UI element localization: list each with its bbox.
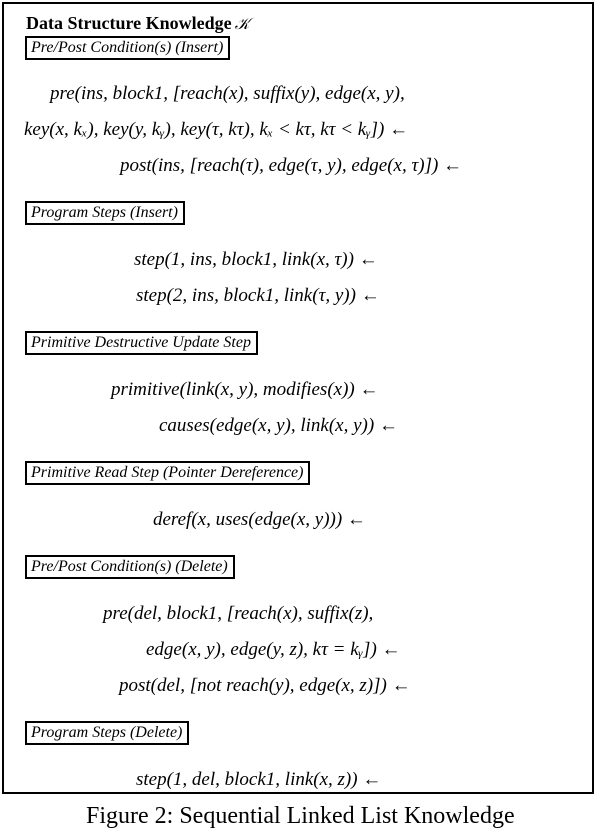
formula-line: causes(edge(x, y), link(x, y)) ← bbox=[159, 415, 398, 436]
box-title bbox=[26, 13, 250, 34]
box-title-text: Data Structure Knowledge bbox=[26, 13, 232, 33]
figure-caption: Figure 2: Sequential Linked List Knowledge bbox=[86, 803, 515, 829]
formula-line: key(x, kₓ), key(y, kᵧ), key(τ, kτ), kₓ < kτ, kτ < kᵧ]) ← bbox=[24, 119, 409, 140]
formula-line: post(del, [not reach(y), edge(x, z)]) ← bbox=[119, 675, 411, 696]
formula-line: step(2, ins, block1, link(τ, y)) ← bbox=[136, 285, 380, 306]
knowledge-box bbox=[2, 2, 594, 794]
formula-line: primitive(link(x, y), modifies(x)) ← bbox=[111, 379, 379, 400]
formula-line: deref(x, uses(edge(x, y))) ← bbox=[153, 509, 366, 530]
formula-line: edge(x, y), edge(y, z), kτ = kᵧ]) ← bbox=[146, 639, 401, 660]
knowledge-symbol: 𝒦 bbox=[234, 14, 250, 33]
section-heading-primitive-update: Primitive Destructive Update Step bbox=[25, 331, 258, 355]
section-heading-primitive-read: Primitive Read Step (Pointer Dereference) bbox=[25, 461, 310, 485]
section-heading-steps-insert: Program Steps (Insert) bbox=[25, 201, 185, 225]
section-heading-prepost-delete: Pre/Post Condition(s) (Delete) bbox=[25, 555, 235, 579]
formula-line: pre(del, block1, [reach(x), suffix(z), bbox=[103, 603, 374, 624]
formula-line: step(1, del, block1, link(x, z)) ← bbox=[136, 769, 382, 790]
formula-line: step(1, ins, block1, link(x, τ)) ← bbox=[134, 249, 378, 270]
formula-line: pre(ins, block1, [reach(x), suffix(y), edge(x, y), bbox=[50, 83, 405, 104]
section-heading-steps-delete: Program Steps (Delete) bbox=[25, 721, 189, 745]
formula-line: post(ins, [reach(τ), edge(τ, y), edge(x, τ)]) ← bbox=[120, 155, 463, 176]
section-heading-prepost-insert: Pre/Post Condition(s) (Insert) bbox=[25, 36, 230, 60]
